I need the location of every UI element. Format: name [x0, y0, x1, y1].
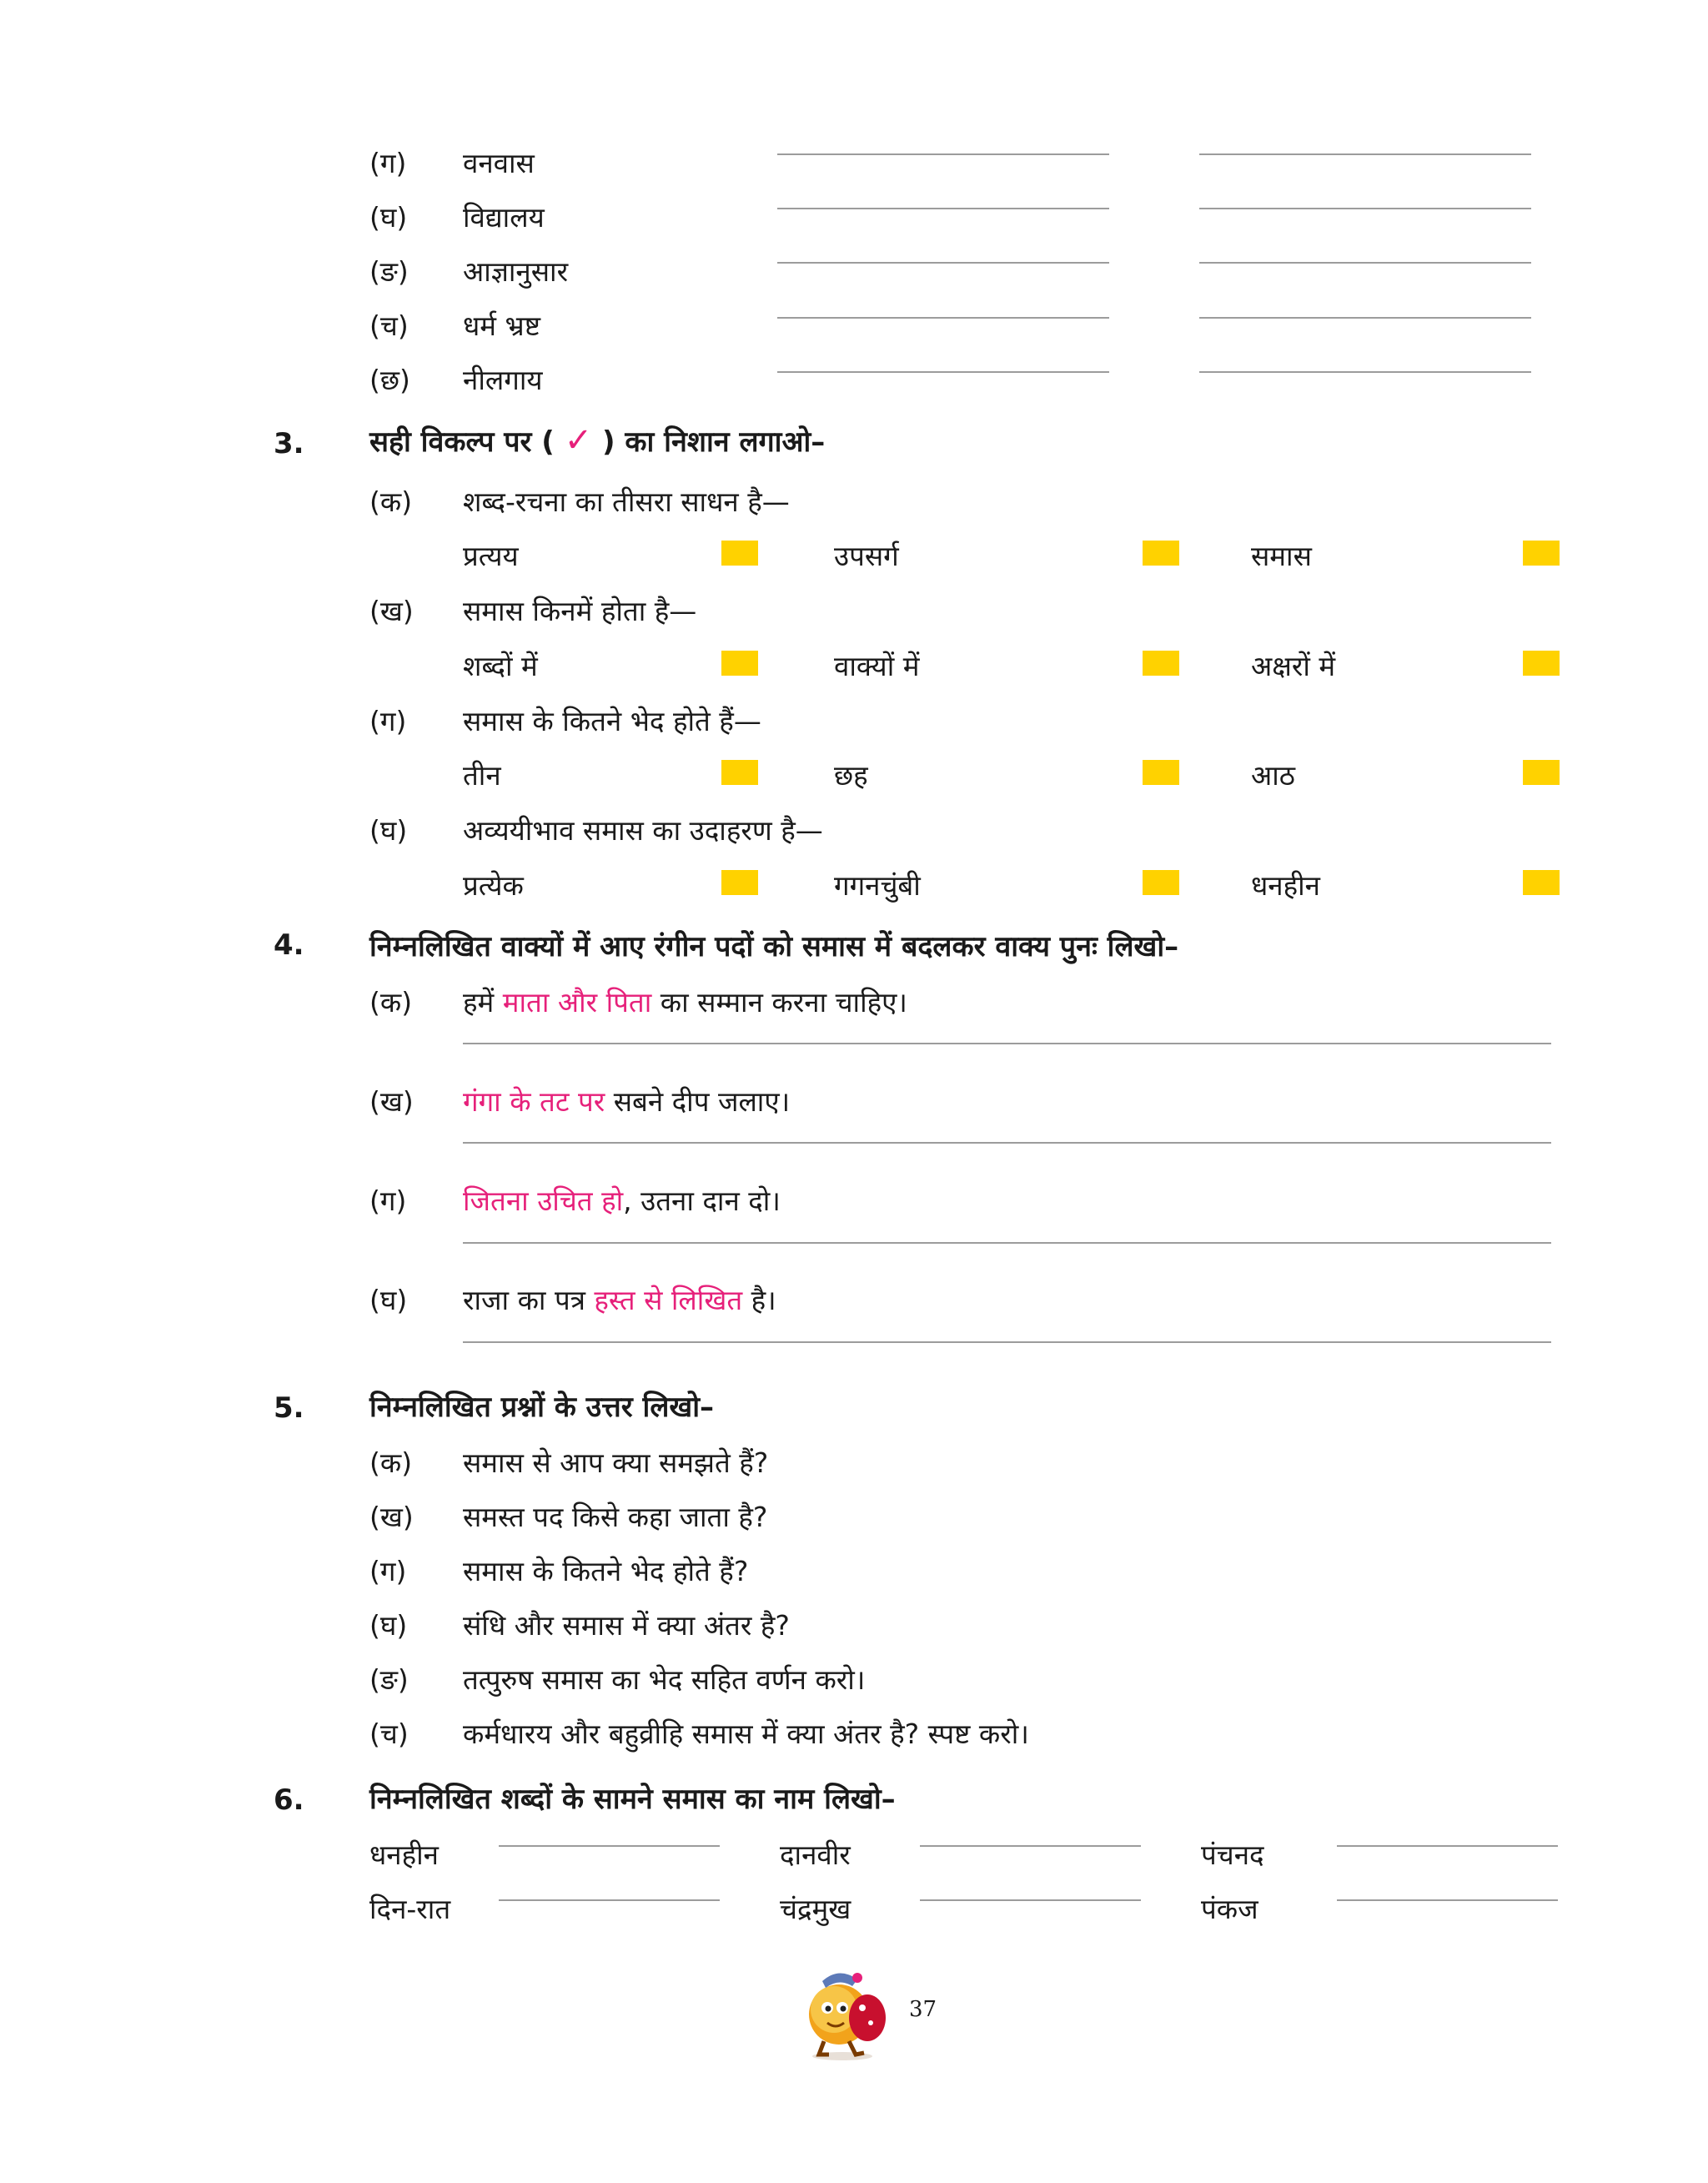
answer-line[interactable] [463, 1242, 1551, 1244]
option-label: अक्षरों में [1251, 650, 1336, 682]
option-checkbox[interactable] [1143, 870, 1179, 895]
sentence-text: का सम्मान करना चाहिए। [651, 986, 907, 1019]
answer-line[interactable] [1199, 262, 1531, 264]
answer-line[interactable] [920, 1845, 1141, 1847]
item-mark: (ग) [369, 1555, 407, 1587]
item-mark: (च) [369, 1718, 409, 1750]
item-mark: (ग) [369, 705, 407, 737]
check-mark-icon: ✓ [564, 421, 593, 460]
option-checkbox[interactable] [721, 870, 758, 895]
answer-line[interactable] [463, 1142, 1551, 1144]
item-mark: (घ) [369, 1284, 408, 1316]
answer-line[interactable] [1199, 371, 1531, 373]
backpack-mascot-icon [791, 1956, 899, 2065]
option-label: समास [1251, 540, 1312, 572]
item-mark: (घ) [369, 1609, 408, 1642]
item-mark: (ख) [369, 595, 414, 627]
item-mark: (क) [369, 1446, 413, 1479]
question-heading: निम्नलिखित वाक्यों में आए रंगीन पदों को समास में बदलकर वाक्य पुनः लिखो– [369, 930, 1179, 963]
colored-phrase: हस्त से लिखित [594, 1284, 743, 1316]
item-mark: (क) [369, 986, 413, 1019]
word-label: दिन-रात [369, 1893, 451, 1925]
item-question: शब्द-रचना का तीसरा साधन है— [463, 485, 790, 518]
item-mark: (क) [369, 485, 413, 518]
item-question: समास से आप क्या समझते हैं? [463, 1446, 769, 1479]
option-label: उपसर्ग [834, 540, 899, 572]
word-label: पंकज [1201, 1893, 1258, 1925]
option-checkbox[interactable] [1143, 760, 1179, 785]
option-label: वाक्यों में [834, 650, 920, 682]
option-checkbox[interactable] [1523, 651, 1560, 676]
q2-item-mark: (घ) [369, 201, 408, 234]
option-label: शब्दों में [463, 650, 538, 682]
colored-phrase: जितना उचित हो [463, 1185, 624, 1217]
answer-line[interactable] [777, 371, 1109, 373]
q2-item-mark: (ग) [369, 147, 407, 179]
question-number: 5. [274, 1391, 304, 1425]
option-checkbox[interactable] [721, 760, 758, 785]
answer-line[interactable] [920, 1899, 1141, 1901]
answer-line[interactable] [499, 1899, 720, 1901]
item-question: अव्ययीभाव समास का उदाहरण है— [463, 814, 823, 847]
page-number: 37 [909, 1997, 937, 2022]
item-mark: (ख) [369, 1085, 414, 1118]
option-label: आठ [1251, 759, 1295, 792]
item-mark: (घ) [369, 814, 408, 847]
q2-item-mark: (छ) [369, 364, 410, 396]
word-label: धनहीन [369, 1838, 439, 1871]
item-question: समास के कितने भेद होते हैं— [463, 705, 761, 737]
answer-line[interactable] [777, 317, 1109, 319]
sentence-text: हमें [463, 986, 503, 1019]
answer-line[interactable] [1337, 1899, 1558, 1901]
option-checkbox[interactable] [1523, 760, 1560, 785]
answer-line[interactable] [777, 262, 1109, 264]
colored-phrase: माता और पिता [502, 986, 652, 1019]
question-number: 6. [274, 1783, 304, 1817]
question-heading: निम्नलिखित प्रश्नों के उत्तर लिखो– [369, 1391, 715, 1424]
item-question: तत्पुरुष समास का भेद सहित वर्णन करो। [463, 1663, 866, 1696]
q2-item-word: धर्म भ्रष्ट [463, 309, 540, 342]
heading-text: ) का निशान लगाओ– [602, 425, 826, 459]
sentence-text: है। [742, 1284, 776, 1316]
item-sentence [463, 983, 907, 1020]
question-heading: निम्नलिखित शब्दों के सामने समास का नाम लिखो– [369, 1783, 896, 1816]
item-mark: (ख) [369, 1501, 414, 1533]
sentence-text: राजा का पत्र [463, 1284, 595, 1316]
question-number: 4. [274, 928, 304, 962]
word-label: दानवीर [780, 1838, 851, 1871]
answer-line[interactable] [1199, 208, 1531, 209]
q2-item-word: आज्ञानुसार [463, 255, 569, 288]
item-sentence [463, 1181, 781, 1219]
item-sentence [463, 1082, 790, 1119]
answer-line[interactable] [1337, 1845, 1558, 1847]
item-question: संधि और समास में क्या अंतर है? [463, 1609, 790, 1642]
item-mark: (ङ) [369, 1663, 409, 1696]
word-label: पंचनद [1201, 1838, 1264, 1871]
item-question: समस्त पद किसे कहा जाता है? [463, 1501, 768, 1533]
word-label: चंद्रमुख [780, 1893, 851, 1925]
option-label: तीन [463, 759, 501, 792]
question-number: 3. [274, 427, 304, 460]
q2-item-word: नीलगाय [463, 364, 543, 396]
option-checkbox[interactable] [721, 541, 758, 566]
answer-line[interactable] [777, 153, 1109, 155]
item-sentence [463, 1280, 776, 1318]
option-checkbox[interactable] [1143, 651, 1179, 676]
item-mark: (ग) [369, 1185, 407, 1217]
answer-line[interactable] [1199, 153, 1531, 155]
question-heading [369, 421, 825, 460]
option-label: प्रत्यय [463, 540, 519, 572]
answer-line[interactable] [499, 1845, 720, 1847]
option-label: धनहीन [1251, 869, 1320, 902]
q2-item-word: वनवास [463, 147, 535, 179]
option-checkbox[interactable] [1523, 541, 1560, 566]
sentence-text: , उतना दान दो। [623, 1185, 781, 1217]
option-checkbox[interactable] [721, 651, 758, 676]
item-question: समास के कितने भेद होते हैं? [463, 1555, 749, 1587]
q2-item-word: विद्यालय [463, 201, 545, 234]
sentence-text: सबने दीप जलाए। [605, 1085, 791, 1118]
answer-line[interactable] [1199, 317, 1531, 319]
option-checkbox[interactable] [1143, 541, 1179, 566]
option-checkbox[interactable] [1523, 870, 1560, 895]
answer-line[interactable] [463, 1341, 1551, 1343]
option-label: छह [834, 759, 868, 792]
item-question: समास किनमें होता है— [463, 595, 697, 627]
item-question: कर्मधारय और बहुव्रीहि समास में क्या अंतर है? स्पष्ट करो। [463, 1718, 1029, 1750]
heading-text: सही विकल्प पर ( [369, 425, 555, 459]
q2-item-mark: (च) [369, 309, 409, 342]
colored-phrase: गंगा के तट पर [463, 1085, 605, 1118]
q2-item-mark: (ङ) [369, 255, 409, 288]
option-label: प्रत्येक [463, 869, 524, 902]
option-label: गगनचुंबी [834, 869, 921, 902]
answer-line[interactable] [777, 208, 1109, 209]
answer-line[interactable] [463, 1043, 1551, 1044]
